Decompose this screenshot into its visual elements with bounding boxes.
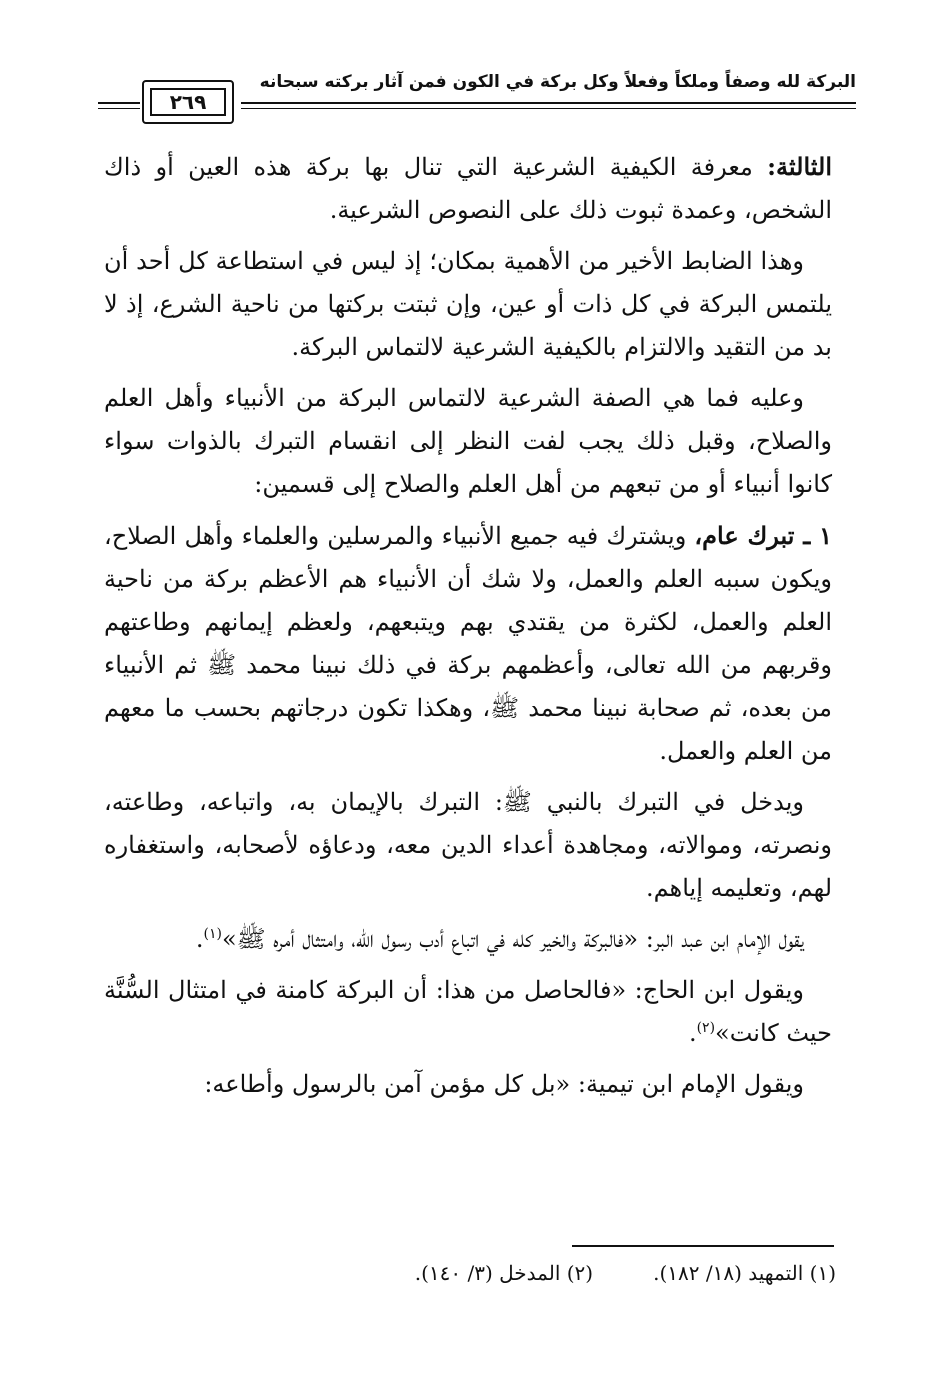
footnote-2: (٢) المدخل (٣/ ١٤٠). (414, 1261, 594, 1285)
paragraph (104, 240, 832, 369)
paragraph (104, 145, 832, 232)
paragraph (104, 918, 832, 961)
header-rule (98, 102, 140, 104)
header-rule (98, 108, 140, 109)
paragraph (104, 377, 832, 506)
paragraph-lead: الثالثة: (767, 152, 832, 181)
paragraph-tail: . (688, 1019, 697, 1047)
paragraph-text: ويدخل في التبرك بالنبي ﷺ: التبرك بالإيمان به، واتباعه، وطاعته، ونصرته، وموالاته، ومجاهدة أعداء الدين معه، ودعاؤه لأصحابه، واستغفاره لهم، وتعليمه إياهم. (104, 788, 832, 902)
paragraph-text: وهذا الضابط الأخير من الأهمية بمكان؛ إذ ليس في استطاعة كل أحد أن يلتمس البركة في كل ذات أو عين، وإن ثبتت بركتها من ناحية الشرع، إذ لا بد من التقيد والالتزام بالكيفية الشرعية لالتماس البركة. (104, 247, 832, 361)
paragraph-text: ويقول الإمام ابن تيمية: «بل كل مؤمن آمن بالرسول وأطاعه: (204, 1070, 804, 1098)
paragraph-text: يقول الإمام ابن عبد البر: «فالبركة والخير كله في اتباع أدب رسول الله، وامتثال أمره ﷺ» (221, 925, 804, 953)
paragraph-tail: . (195, 925, 204, 953)
paragraph (104, 969, 832, 1055)
body-text (104, 145, 832, 1114)
footnotes (230, 1258, 836, 1288)
header-rule (241, 102, 856, 104)
running-title: البركة لله وصفاً وملكاً وفعلاً وكل بركة في الكون فمن آثار بركته سبحانه (259, 72, 856, 92)
paragraph (104, 1063, 832, 1106)
paragraph-text: ويقول ابن الحاج: «فالحاصل من هذا: أن البركة كامنة في امتثال السُّنَّة حيث كانت» (104, 976, 832, 1047)
page-number: ٢٦٩ (150, 88, 226, 116)
paragraph (104, 781, 832, 910)
paragraph-text: ويشترك فيه جميع الأنبياء والمرسلين والعلماء وأهل الصلاح، ويكون سببه العلم والعمل، ولا شك أن الأنبياء هم الأعظم بركة من ناحية العلم والعمل، لكثرة من يقتدي بهم ويتبعهم، ولعظم إيمانهم وطاعتهم وقربهم من الله تعالى، وأعظمهم بركة في ذلك نبينا محمد ﷺ ثم الأنبياء من بعده، ثم صحابة نبينا محمد ﷺ، وهكذا تكون درجاتهم بحسب ما معهم من العلم والعمل. (104, 522, 832, 765)
footnote-separator (572, 1245, 834, 1247)
paragraph (104, 514, 832, 773)
paragraph-text: وعليه فما هي الصفة الشرعية لالتماس البركة من الأنبياء وأهل العلم والصلاح، وقبل ذلك يجب لفت النظر إلى انقسام التبرك بالذوات سواء كانوا أنبياء أو من تبعهم من أهل العلم والصلاح إلى قسمين: (104, 384, 832, 498)
page-header (98, 70, 856, 130)
footnote-ref[interactable]: (٢) (696, 1020, 716, 1036)
footnote-1: (١) التمهيد (١٨/ ١٨٢). (653, 1261, 836, 1285)
header-rule (241, 108, 856, 109)
footnote-ref[interactable]: (١) (203, 926, 222, 942)
paragraph-text: معرفة الكيفية الشرعية التي تنال بها بركة هذه العين أو ذاك الشخص، وعمدة ثبوت ذلك على النصوص الشرعية. (104, 153, 832, 224)
page-number-frame (142, 80, 234, 124)
paragraph-lead: ١ ـ تبرك عام، (694, 521, 832, 550)
